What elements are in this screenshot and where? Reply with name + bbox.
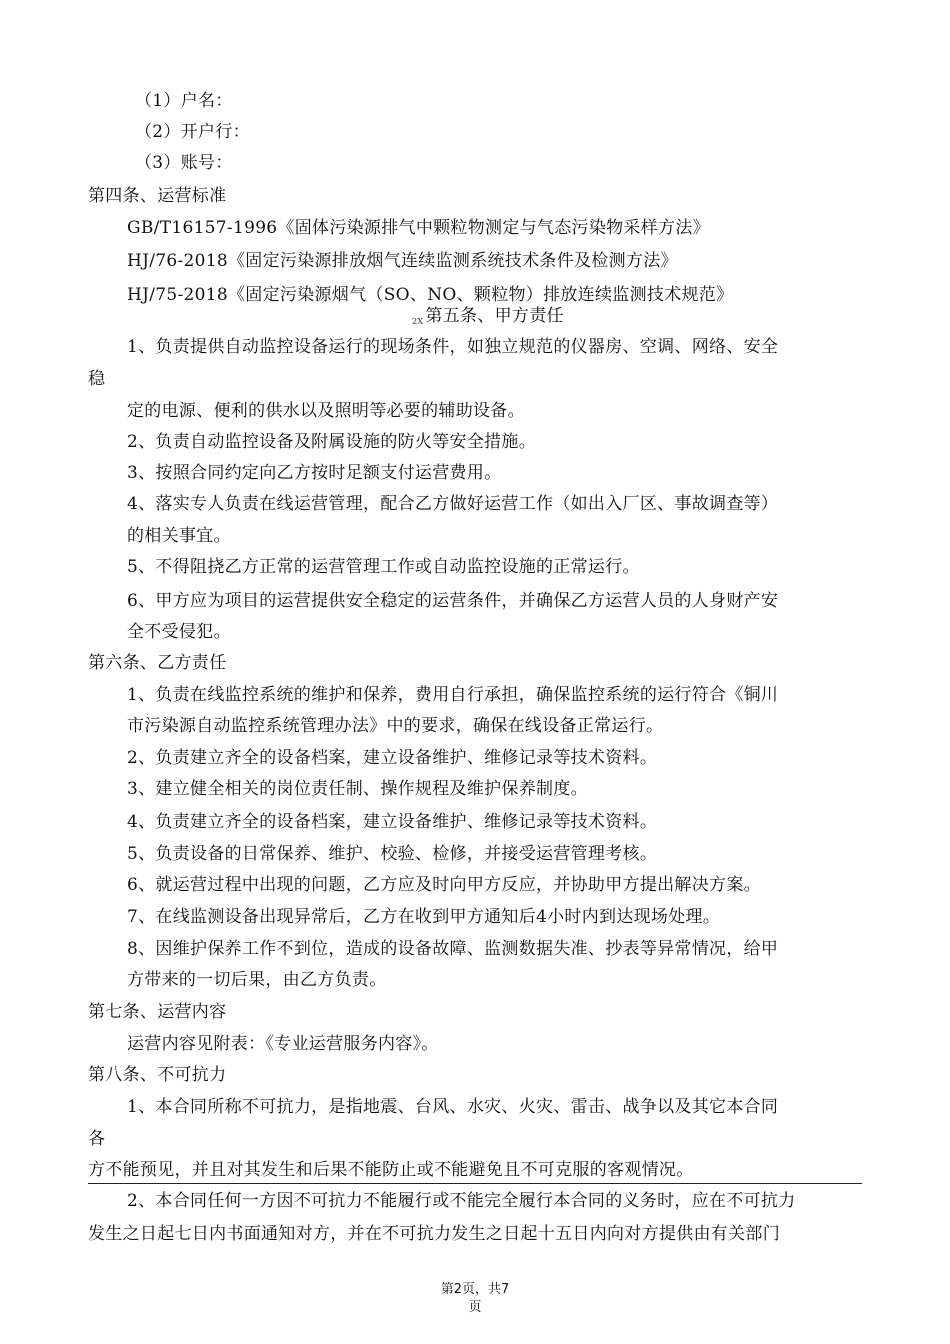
paragraph-line: 定的电源、便利的供水以及照明等必要的辅助设备。	[127, 401, 525, 421]
paragraph-line: 2、负责自动监控设备及附属设施的防火等安全措施。	[127, 432, 537, 452]
bank-name-line: （2）开户行：	[135, 122, 250, 142]
paragraph-line: 6、就运营过程中出现的问题，乙方应及时向甲方反应，并协助甲方提出解决方案。	[127, 875, 761, 895]
paragraph-line: 2、本合同任何一方因不可抗力不能履行或不能完全履行本合同的义务时，应在不可抗力	[127, 1191, 796, 1211]
paragraph-line: 5、不得阻挠乙方正常的运营管理工作或自动监控设施的正常运行。	[127, 557, 640, 577]
paragraph-line: 6、甲方应为项目的运营提供安全稳定的运营条件，并确保乙方运营人员的人身财产安	[127, 591, 779, 611]
paragraph-line: 1、负责提供自动监控设备运行的现场条件，如独立规范的仪器房、空调、网络、安全	[127, 337, 779, 357]
section-heading: 第八条、不可抗力	[88, 1065, 227, 1085]
paragraph-line: 方不能预见，并且对其发生和后果不能防止或不能避免且不可克服的客观情况。	[88, 1160, 694, 1180]
paragraph-line: 4、负责建立齐全的设备档案，建立设备维护、维修记录等技术资料。	[127, 812, 658, 832]
horizontal-divider	[88, 1183, 862, 1184]
small-mark: 2X	[412, 317, 424, 326]
paragraph-line: 1、本合同所称不可抗力，是指地震、台风、水灾、火灾、雷击、战争以及其它本合同	[127, 1097, 779, 1117]
paragraph-line: 方带来的一切后果，由乙方负责。	[127, 970, 387, 990]
bank-account-name-line: （1）户名：	[135, 91, 233, 111]
section-heading-line	[412, 305, 564, 330]
paragraph-line: HJ/76-2018《固定污染源排放烟气连续监测系统技术条件及检测方法》	[127, 251, 678, 271]
paragraph-line: 3、建立健全相关的岗位责任制、操作规程及维护保养制度。	[127, 779, 588, 799]
paragraph-line: 稳	[88, 369, 106, 389]
paragraph-line: 市污染源自动监控系统管理办法》中的要求，确保在线设备正常运行。	[127, 716, 664, 736]
paragraph-line: 4、落实专人负责在线运营管理，配合乙方做好运营工作（如出入厂区、事故调查等）	[127, 494, 779, 514]
paragraph-line: 7、在线监测设备出现异常后，乙方在收到甲方通知后4小时内到达现场处理。	[127, 907, 721, 927]
paragraph-line: 全不受侵犯。	[127, 622, 231, 642]
section-heading: 第五条、甲方责任	[425, 306, 564, 326]
paragraph-line: 5、负责设备的日常保养、维护、校验、检修，并接受运营管理考核。	[127, 844, 658, 864]
section-heading: 第四条、运营标准	[88, 186, 227, 206]
paragraph-line: 1、负责在线监控系统的维护和保养，费用自行承担，确保监控系统的运行符合《铜川	[127, 685, 779, 705]
paragraph-line: 运营内容见附表：《专业运营服务内容》。	[127, 1034, 439, 1054]
paragraph-line: GB/T16157-1996《固体污染源排气中颗粒物测定与气态污染物采样方法》	[127, 218, 710, 238]
paragraph-line: 3、按照合同约定向乙方按时足额支付运营费用。	[127, 463, 502, 483]
page-number: 第2页，共7	[440, 1282, 510, 1297]
section-heading: 第七条、运营内容	[88, 1002, 227, 1022]
paragraph-line: 各	[88, 1129, 106, 1149]
paragraph-line: 发生之日起七日内书面通知对方，并在不可抗力发生之日起十五日内向对方提供由有关部门	[88, 1224, 780, 1244]
page-number-continuation: 页	[468, 1300, 482, 1315]
bank-account-number-line: （3）账号：	[135, 153, 233, 173]
paragraph-line: 的相关事宜。	[127, 526, 231, 546]
paragraph-line: HJ/75-2018《固定污染源烟气（SO、NO、颗粒物）排放连续监测技术规范》	[127, 285, 734, 305]
paragraph-line: 8、因维护保养工作不到位，造成的设备故障、监测数据失准、抄表等异常情况，给甲	[127, 939, 779, 959]
section-heading: 第六条、乙方责任	[88, 653, 227, 673]
paragraph-line: 2、负责建立齐全的设备档案，建立设备维护、维修记录等技术资料。	[127, 748, 658, 768]
